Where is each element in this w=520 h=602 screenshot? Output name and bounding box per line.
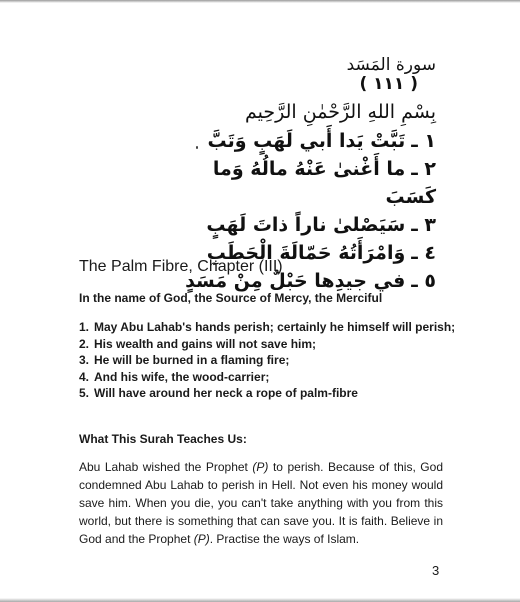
prophet-honorific: (P) [252, 460, 269, 474]
english-verse-number: 5. [79, 386, 90, 400]
arabic-surah-title: سورة المَسَد [346, 55, 436, 75]
prophet-honorific: (P) [193, 532, 210, 546]
page-number: 3 [432, 563, 440, 578]
english-verse [79, 352, 455, 369]
english-verse [79, 385, 455, 402]
scan-speck [196, 146, 198, 149]
invocation-heading: In the name of God, the Source of Mercy, the Merciful [79, 291, 383, 305]
lesson-text: . Practise the ways of Islam. [209, 532, 360, 546]
arabic-verse-text: في جيدِها حَبْلٌ مِنْ مَسَدٍ [185, 270, 406, 292]
arabic-verse [176, 127, 436, 155]
english-verse [79, 369, 455, 386]
arabic-verse-number: ٥ ـ [411, 270, 436, 292]
english-verse-number: 3. [79, 353, 90, 367]
english-verse-list [79, 319, 455, 402]
arabic-verse-text: وَامْرَأَتُهُ حَمّالَةَ الْحَطَبِ [206, 242, 406, 264]
english-verse-text: He will be burned in a flaming fire; [94, 353, 290, 367]
lesson-paragraph [79, 458, 443, 548]
arabic-verse-number: ٣ ـ [411, 214, 436, 236]
chapter-heading: The Palm Fibre, Chapter (III) [79, 258, 283, 275]
scan-edge-bottom [0, 598, 520, 602]
english-verse-number: 2. [79, 336, 90, 351]
english-verse [79, 319, 455, 336]
english-verse-text: Will have around her neck a rope of palm-fibre [94, 386, 358, 400]
english-verse-number: 4. [79, 369, 90, 384]
english-verse [79, 336, 455, 353]
english-verse-number: 1. [79, 320, 90, 334]
english-verse-text: His wealth and gains will not save him; [94, 336, 317, 351]
arabic-verse-number: ١ ـ [411, 130, 436, 152]
arabic-surah-number: ( ١١١ ) [359, 74, 418, 94]
english-verse-text: May Abu Lahab's hands perish; certainly he himself will perish; [94, 320, 456, 334]
lesson-text: to perish. Because of this, God condemned Abu Lahab to perish in Hell. Not even his money would save him. When you die, you can't take anything with you from this world, but there is something that can save you. It is faith. Believe in God and the Prophet [79, 460, 443, 546]
english-verse-text: And his wife, the wood-carrier; [94, 369, 270, 384]
arabic-verse-text: تَبَّتْ يَدا أَبي لَهَبٍ وَتَبَّ [207, 130, 406, 152]
scan-edge-top [0, 0, 520, 3]
lesson-heading: What This Surah Teaches Us: [79, 432, 247, 446]
arabic-verse-text: ما أَغْنىٰ عَنْهُ مالُهُ وَما كَسَبَ [212, 158, 436, 208]
arabic-verse [176, 211, 436, 239]
arabic-verse [176, 155, 436, 211]
arabic-verse-text: سَيَصْلىٰ ناراً ذاتَ لَهَبٍ [206, 214, 406, 236]
arabic-verse-number: ٢ ـ [411, 158, 436, 180]
arabic-basmala: بِسْمِ اللهِ الرَّحْمٰنِ الرَّحِيم [245, 101, 436, 123]
lesson-text: Abu Lahab wished the Prophet [79, 460, 253, 474]
arabic-verse-number: ٤ ـ [411, 242, 436, 264]
